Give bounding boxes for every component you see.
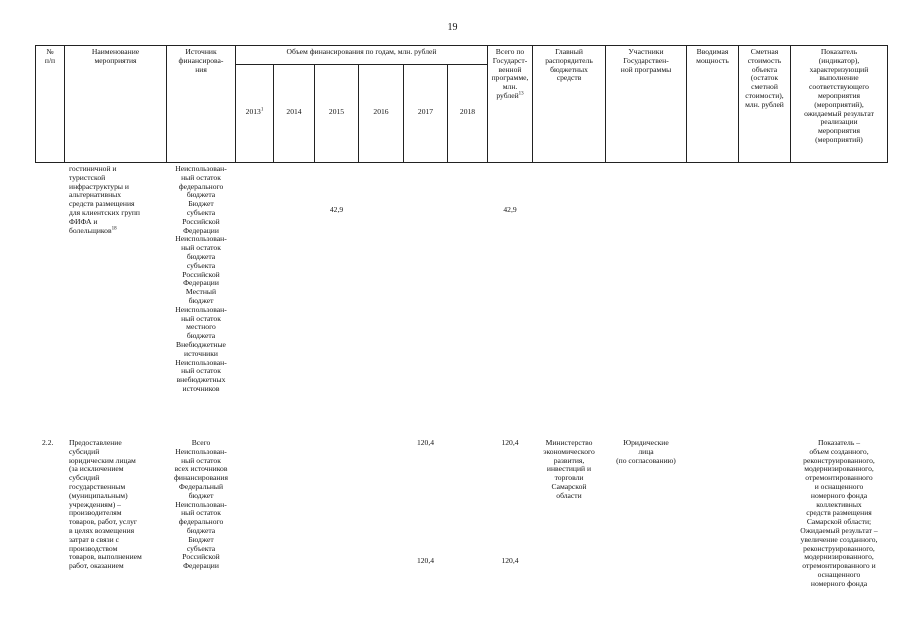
header-year-2015: 2015 bbox=[328, 107, 345, 116]
header-estimate: Сметная стоимость объекта (остаток сметной стоимости), млн. рублей bbox=[745, 47, 784, 109]
header-year-2018: 2018 bbox=[459, 107, 476, 116]
header-num: № п/п bbox=[44, 47, 56, 65]
header-source: Источник финансирова- ния bbox=[178, 47, 224, 74]
row2-total-all: 120,4 bbox=[501, 438, 519, 447]
header-funding-group: Объем финансирования по годам, млн. рублей bbox=[286, 47, 437, 56]
row2-sources: Всего Неиспользован- ный остаток всех источников финансирования Федеральный бюджет Неиспользован- ный остаток федерального бюджета Бюджет субъекта Российской Федерации bbox=[174, 438, 228, 571]
row1-sources: Неиспользован- ный остаток федерального бюджета Бюджет субъекта Российской Федерации Неиспользован- ный остаток бюджета субъекта Российской Федерации Местный бюджет Неиспользован- ный остаток местного бюджета Внебюджетные источники Неиспользован- ный остаток внебюджетных источников bbox=[175, 164, 227, 393]
row1-name: гостиничной и туристской инфраструктуры и альтернативных средств размещения для клиентских групп ФИФА и болельщиков$^{18}$ bbox=[69, 164, 140, 235]
header-capacity: Вводимая мощность bbox=[696, 47, 729, 65]
row2-name: Предоставление субсидий юридическим лицам (за исключением субсидий государственным (муниципальным) учреждениям) – производителям товаров, работ, услуг в целях возмещения затрат в связи с производством товаров, выполнением работ, оказанием bbox=[69, 438, 142, 571]
row2-participants: Юридические лица (по согласованию) bbox=[616, 438, 676, 465]
header-manager: Главный распорядитель бюджетных средств bbox=[545, 47, 593, 83]
row2-num: 2.2. bbox=[42, 438, 54, 447]
header-name: Наименование мероприятия bbox=[91, 47, 140, 65]
row1-total: 42,9 bbox=[503, 205, 517, 214]
header-year-2013: 2013$^1$ bbox=[245, 107, 264, 116]
header-year-2016: 2016 bbox=[373, 107, 389, 116]
header-year-2014: 2014 bbox=[286, 107, 302, 116]
row2-total-subject: 120,4 bbox=[501, 556, 519, 565]
row2-indicator: Показатель – объем созданного, реконструированного, модернизированного, отремонтированного и оснащенного номерного фонда коллективных средств размещения Самарской области; Ожидаемый результат – увеличение созданного, реконструированного, модернизированного, отремонтированного и оснащенного номерного фонда bbox=[800, 438, 878, 588]
row1-value-2015: 42,9 bbox=[329, 205, 344, 214]
header-year-2017: 2017 bbox=[417, 107, 434, 116]
header-total: Всего по Государст- венной программе, млн. рублей$^{13}$ bbox=[491, 47, 529, 100]
header-participants: Участники Государствен- ной программы bbox=[620, 47, 672, 74]
header-indicator: Показатель (индикатор), характеризующий выполнение соответствующего мероприятия (мероприятий), ожидаемый результат реализации мероприятия (мероприятий) bbox=[804, 47, 874, 144]
row2-value-2017-subject: 120,4 bbox=[416, 556, 435, 565]
page-number: 19 bbox=[447, 22, 458, 33]
row2-value-2017-all: 120,4 bbox=[416, 438, 435, 447]
row2-manager: Министерство экономического развития, инвестиций и торговли Самарской области bbox=[543, 438, 595, 500]
